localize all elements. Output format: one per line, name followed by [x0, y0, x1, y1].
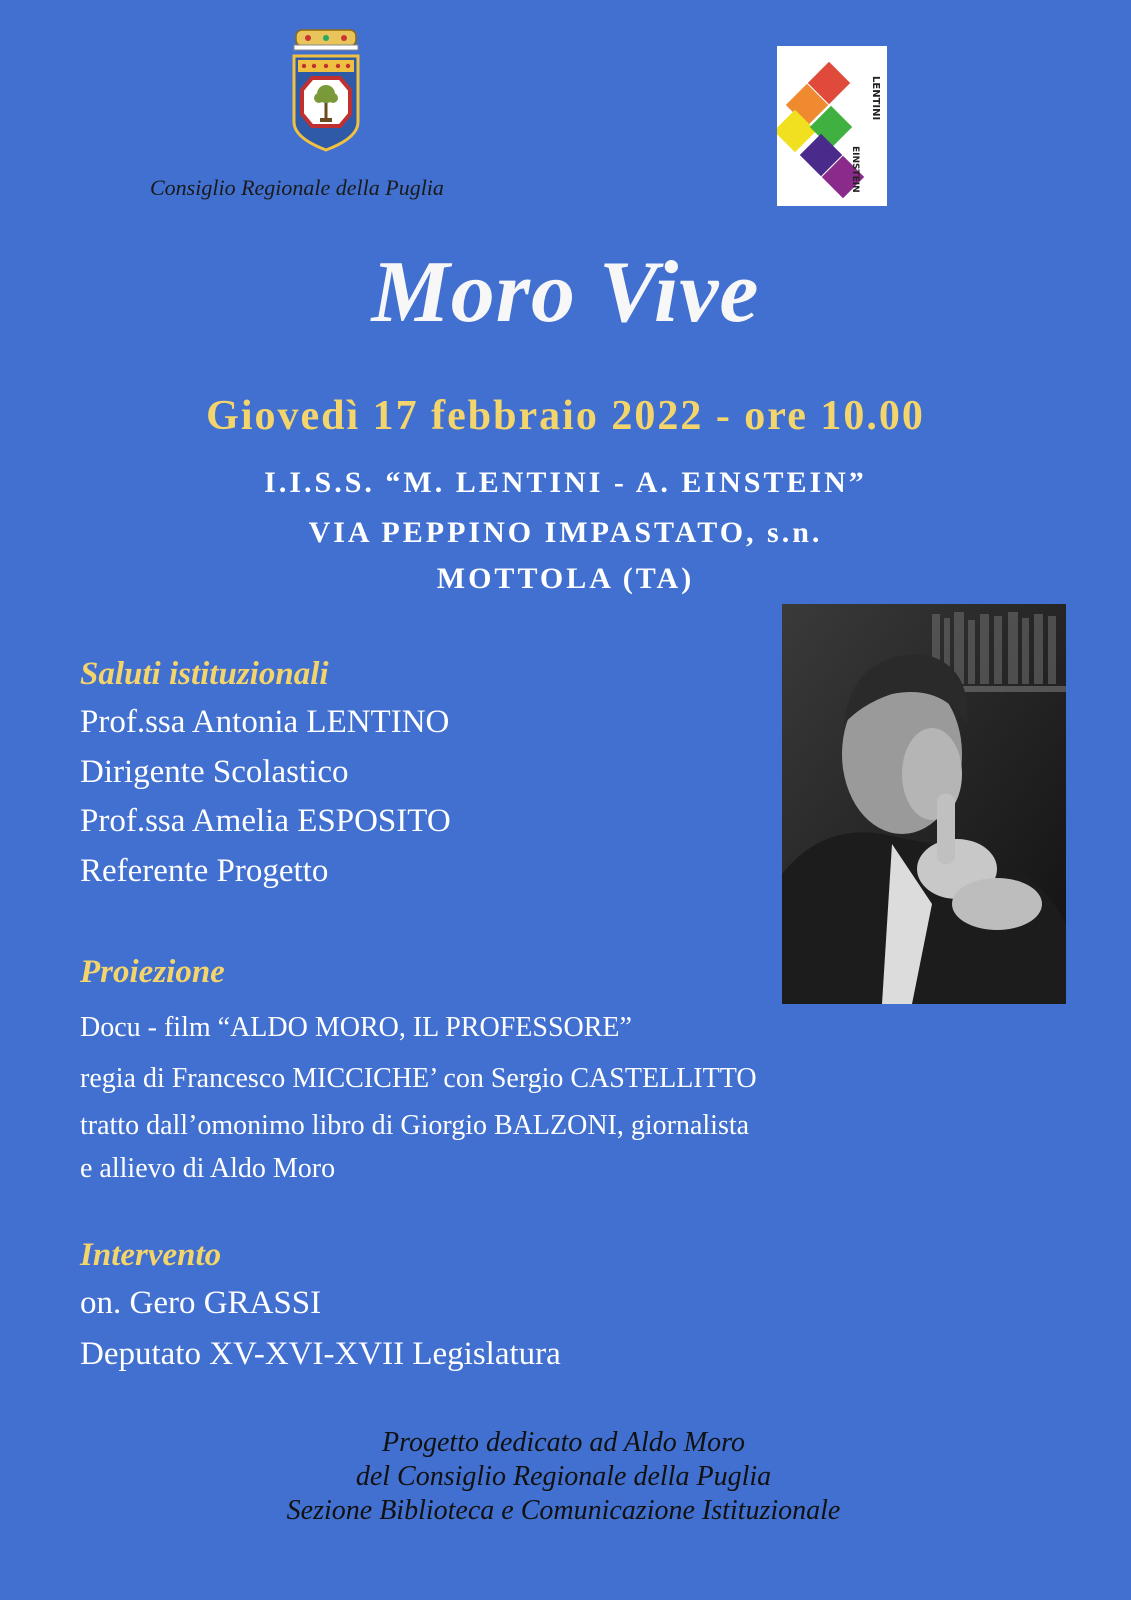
- aldo-moro-portrait-photo: [782, 604, 1066, 1004]
- proiezione-line: e allievo di Aldo Moro: [80, 1153, 336, 1184]
- intervento-line: on. Gero GRASSI: [80, 1285, 322, 1321]
- school-logo: [777, 46, 887, 206]
- section-title-saluti: Saluti istituzionali: [80, 656, 329, 692]
- council-name: Consiglio Regionale della Puglia: [150, 175, 444, 200]
- proiezione-line: regia di Francesco MICCICHE’ con Sergio CASTELLITTO: [80, 1063, 757, 1094]
- section-title-proiezione: Proiezione: [80, 954, 225, 990]
- puglia-crest-logo: [288, 26, 364, 154]
- saluti-line: Prof.ssa Amelia ESPOSITO: [80, 803, 451, 839]
- school-logo-text-1: LENTINI: [870, 76, 881, 121]
- venue-city: MOTTOLA (TA): [436, 562, 695, 595]
- school-logo-text-2: EINSTEIN: [850, 146, 860, 193]
- footer-line: Progetto dedicato ad Aldo Moro: [382, 1427, 745, 1458]
- proiezione-line: tratto dall’omonimo libro di Giorgio BALZONI, giornalista: [80, 1110, 750, 1141]
- venue-address: VIA PEPPINO IMPASTATO, s.n.: [308, 516, 823, 549]
- venue-school-name: I.I.S.S. “M. LENTINI - A. EINSTEIN”: [264, 466, 867, 499]
- intervento-line: Deputato XV-XVI-XVII Legislatura: [80, 1336, 561, 1372]
- footer-line: del Consiglio Regionale della Puglia: [355, 1461, 772, 1492]
- event-title: Moro Vive: [371, 244, 760, 341]
- proiezione-line: Docu - film “ALDO MORO, IL PROFESSORE”: [80, 1012, 632, 1043]
- footer-line: Sezione Biblioteca e Comunicazione Istituzionale: [286, 1495, 841, 1526]
- section-title-intervento: Intervento: [80, 1237, 222, 1273]
- event-date-time: Giovedì 17 febbraio 2022 - ore 10.00: [206, 393, 925, 439]
- saluti-line: Referente Progetto: [80, 853, 329, 889]
- saluti-line: Prof.ssa Antonia LENTINO: [80, 704, 450, 740]
- saluti-line: Dirigente Scolastico: [80, 754, 349, 790]
